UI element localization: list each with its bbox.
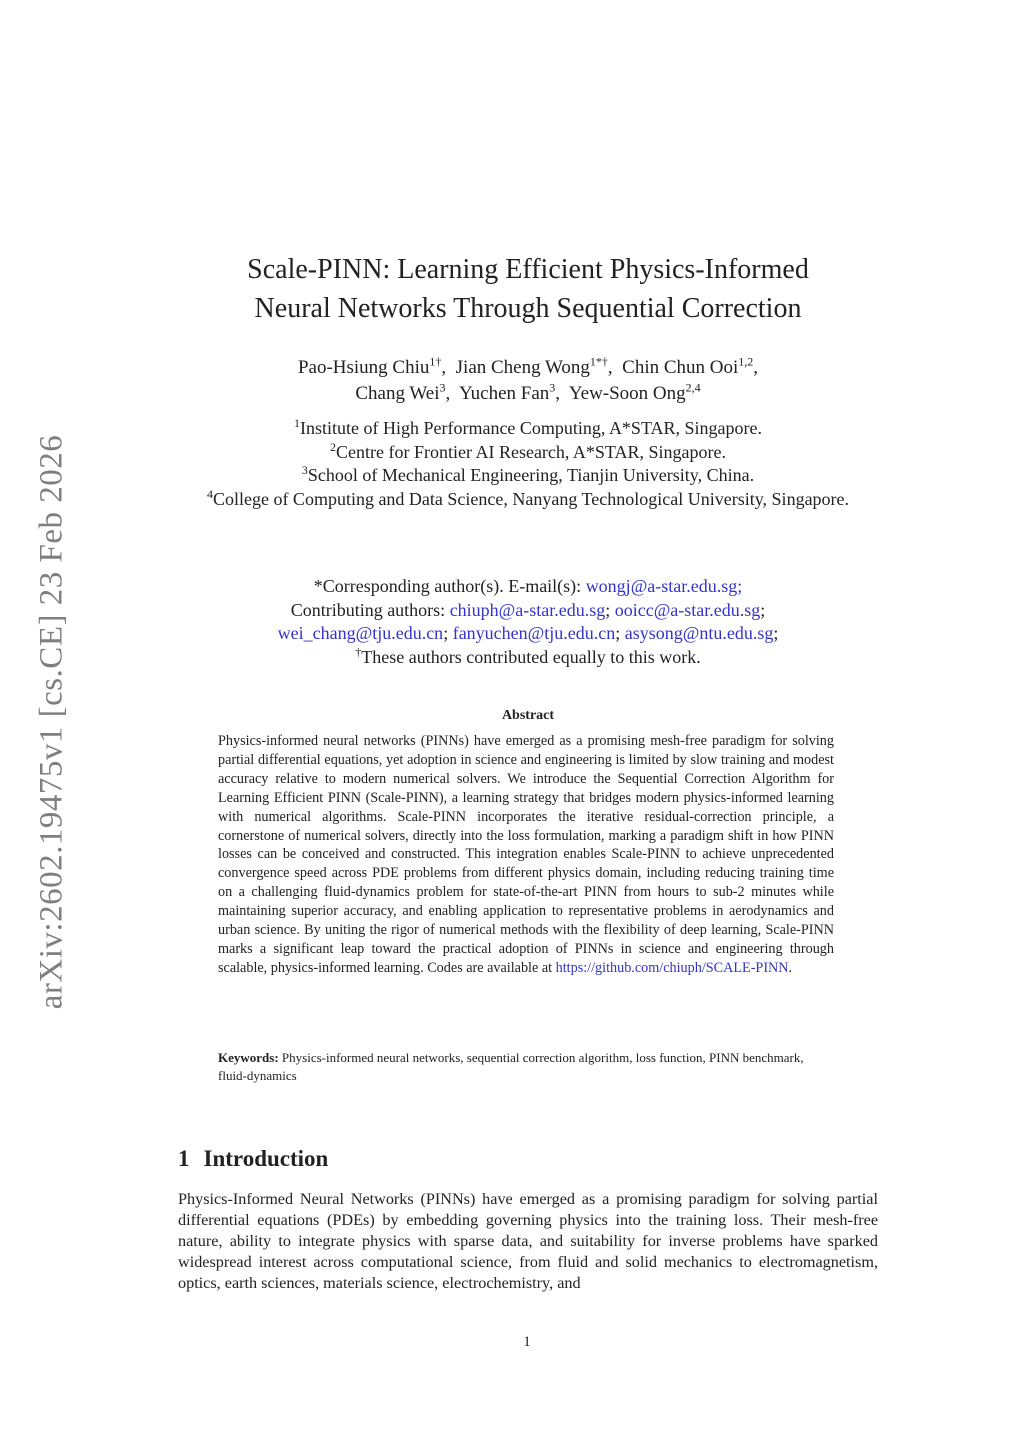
abstract-text: Physics-informed neural networks (PINNs) have emerged as a promising mesh-free paradigm for solving partial differential equations, yet adoption in science and engineering is limited by slow training and modest accuracy relative to modern numerical solvers. We introduce the Sequential Correction Algorithm for Learning Efficient PINN (Scale-PINN), a learning strategy that bridges modern physics-informed learning with numerical algorithms. Scale-PINN incorporates the iterative residual-correction principle, a cornerstone of numerical solvers, directly into the loss formulation, marking a paradigm shift in how PINN losses can be conceived and constructed. This integration enables Scale-PINN to achieve unprecedented convergence speed across PDE problems from different physics domain, including reducing training time on a challenging fluid-dynamics problem for state-of-the-art PINN from hours to sub-2 minutes while maintaining superior accuracy, and enabling application to representative problems in aerodynamics and urban science. By uniting the rigor of numerical methods with the flexibility of deep learning, Scale-PINN marks a significant leap toward the practical adoption of PINNs in science and engineering through scalable, physics-informed learning. Codes are available at	[218, 733, 834, 976]
contributing-emails-line	[178, 622, 878, 646]
keywords-text: Physics-informed neural networks, sequential correction algorithm, loss function, PINN benchmark, fluid-dynamics	[218, 1050, 804, 1083]
contributing-authors-line	[178, 599, 878, 623]
author-name: Pao-Hsiung Chiu	[297, 357, 430, 378]
affiliation-text: School of Mechanical Engineering, Tianjin University, China.	[307, 465, 755, 485]
contributing-label: Contributing authors:	[290, 599, 450, 620]
section-heading	[178, 1146, 328, 1172]
author-affil-sup: 3	[439, 380, 446, 395]
title-line-1: Scale-PINN: Learning Efficient Physics-Informed	[247, 254, 809, 285]
section-title-text: Introduction	[203, 1146, 329, 1171]
affiliation-text: Institute of High Performance Computing, A*STAR, Singapore.	[299, 418, 762, 438]
page-number: 1	[523, 1334, 531, 1350]
author-name: Jian Cheng Wong	[455, 357, 590, 378]
separator: ;	[773, 623, 779, 643]
separator: ;	[443, 623, 449, 643]
equal-contribution-note	[178, 646, 878, 670]
author-affil-sup: 1,2	[738, 354, 754, 369]
email-link[interactable]: asysong@ntu.edu.sg	[624, 623, 774, 643]
affiliation	[178, 417, 878, 441]
author-name: Yuchen Fan	[459, 383, 550, 404]
keywords-block	[218, 1049, 834, 1084]
email-link[interactable]: ooicc@a-star.edu.sg	[614, 599, 761, 620]
author-affil-sup: 2,4	[685, 380, 701, 395]
separator: ;	[760, 599, 766, 620]
email-link[interactable]: wongj@a-star.edu.sg;	[585, 576, 743, 596]
author-line-1: Pao-Hsiung Chiu$^{1\dagger}$, Jian Cheng Wong$^{1*\dagger}$, Chin Chun Ooi$^{1,2}$,	[297, 354, 759, 378]
abstract-end: .	[788, 959, 793, 976]
separator: ;	[605, 599, 611, 620]
abstract-heading: Abstract	[501, 708, 555, 723]
affiliation	[178, 441, 878, 465]
affiliation-sup: 3	[301, 463, 308, 477]
affiliation	[178, 488, 878, 512]
affiliation-text: College of Computing and Data Science, Nanyang Technological University, Singapore.	[212, 488, 850, 509]
corresponding-label: *Corresponding author(s). E-mail(s):	[313, 576, 586, 596]
introduction-paragraph: Physics-Informed Neural Networks (PINNs) have emerged as a promising paradigm for solving partial differential equations (PDEs) by embedding governing physics into the training loss. Their mesh-free nature, ability to integrate physics with sparse data, and suitability for inverse problems have sparked widespread interest across computational science, from fluid and solid mechanics to electromagnetism, optics, earth sciences, materials science, electrochemistry, and	[178, 1190, 878, 1292]
keywords-label: Keywords:	[218, 1050, 279, 1065]
dagger-mark: †	[355, 644, 362, 659]
author-name: Chang Wei	[355, 383, 440, 404]
author-name: Chin Chun Ooi	[622, 357, 739, 378]
title-line-2: Neural Networks Through Sequential Correction	[254, 293, 802, 324]
equal-contribution-text: These authors contributed equally to this work.	[361, 646, 701, 667]
paper-title	[178, 250, 878, 328]
author-line-2: Chang Wei$^3$, Yuchen Fan$^3$, Yew-Soon Ong$^{2,4}$	[355, 380, 701, 404]
affiliation-text: Centre for Frontier AI Research, A*STAR, Singapore.	[336, 441, 726, 462]
email-link[interactable]: chiuph@a-star.edu.sg	[449, 599, 606, 620]
section-number: 1	[178, 1146, 190, 1171]
affiliation-sup: 1	[293, 416, 300, 430]
author-affil-sup: 1*†	[589, 354, 608, 369]
code-repository-link[interactable]: https://github.com/chiuph/SCALE-PINN	[555, 959, 789, 976]
email-link[interactable]: fanyuchen@tju.edu.cn	[452, 623, 616, 643]
arxiv-identifier: arXiv:2602.19475v1 [cs.CE] 23 Feb 2026	[33, 434, 70, 1010]
separator: ;	[615, 623, 621, 643]
correspondence-block	[178, 575, 878, 669]
affiliation-sup: 2	[330, 439, 336, 454]
author-name: Yew-Soon Ong	[568, 383, 686, 404]
author-list	[178, 355, 878, 407]
author-affil-sup: 3	[549, 380, 556, 395]
email-link[interactable]: wei_chang@tju.edu.cn	[277, 623, 444, 643]
affiliation-list	[178, 417, 878, 511]
abstract-body	[218, 732, 834, 978]
affiliation-sup: 4	[206, 486, 213, 501]
affiliation	[178, 464, 878, 488]
corresponding-author-line	[178, 575, 878, 599]
author-affil-sup: 1†	[429, 354, 442, 369]
